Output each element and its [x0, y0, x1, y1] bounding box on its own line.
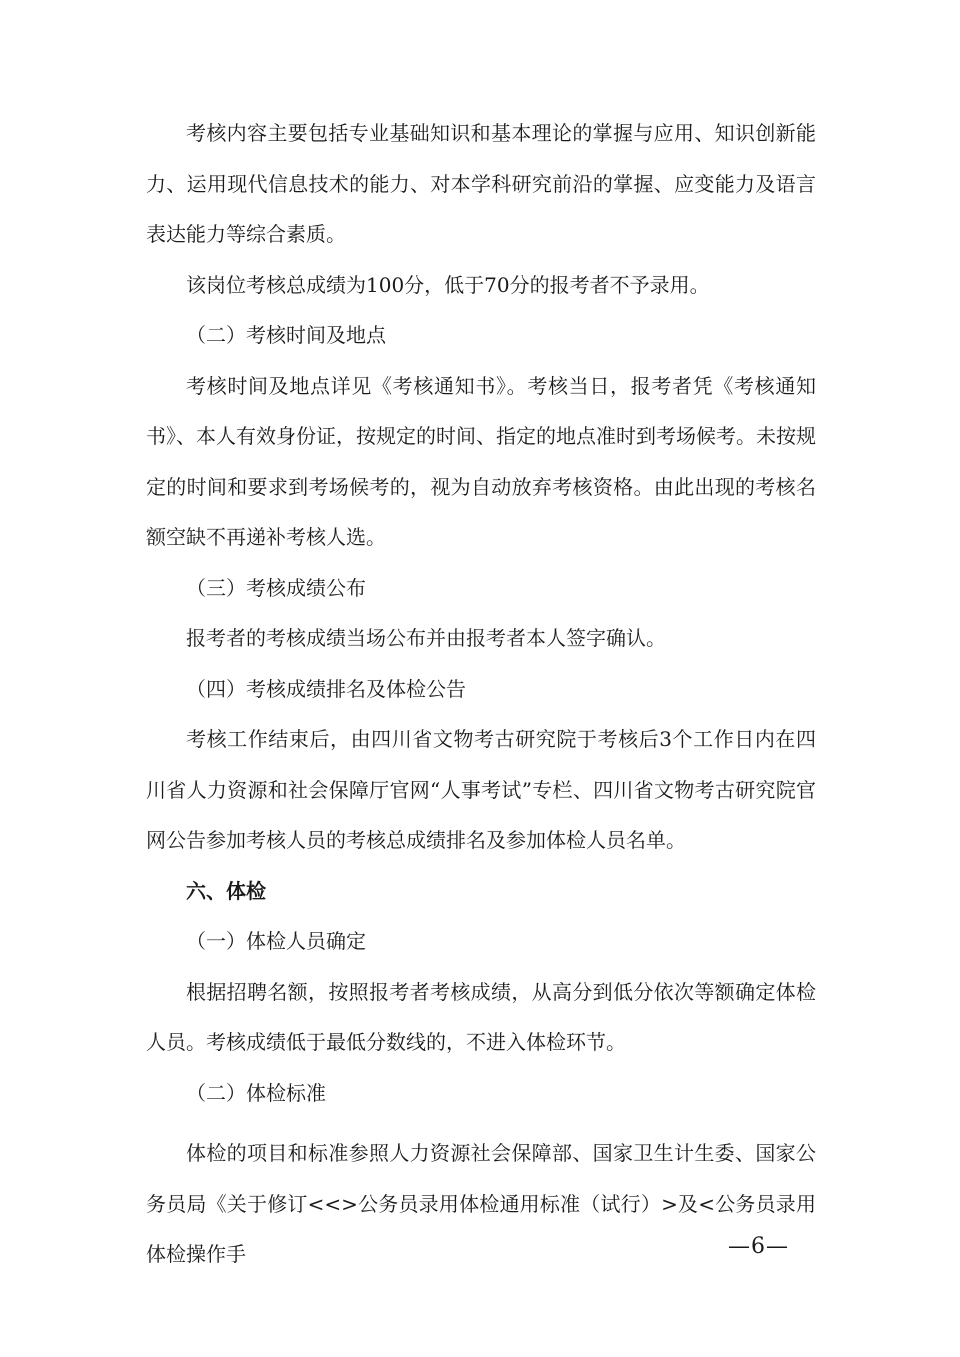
paragraph-total-score: 该岗位考核总成绩为100分，低于70分的报考者不予录用。: [186, 272, 710, 297]
subheading-exam-candidates: （一）体检人员确定: [186, 929, 366, 953]
paragraph-exam-candidates: 根据招聘名额，按照报考者考核成绩，从高分到低分依次等额确定体检人员。考核成绩低于最低分数线的，不进入体检环节。: [146, 979, 816, 1054]
subheading-exam-standards: （二）体检标准: [186, 1080, 326, 1105]
paragraph-score-announcement: 报考者的考核成绩当场公布并由报考者本人签字确认。: [186, 626, 666, 650]
page-number: —6—: [728, 1234, 789, 1259]
document-body: [146, 108, 816, 1280]
paragraph-assessment-content: 考核内容主要包括专业基础知识和基本理论的掌握与应用、知识创新能力、运用现代信息技术的能力、对本学科研究前沿的掌握、应变能力及语言表达能力等综合素质。: [146, 121, 816, 246]
section-heading-medical-exam: 六、体检: [186, 878, 266, 903]
subheading-time-and-place: （二）考核时间及地点: [186, 323, 386, 347]
subheading-ranking-and-exam-notice: （四）考核成绩排名及体检公告: [186, 676, 466, 701]
paragraph-time-and-place: 考核时间及地点详见《考核通知书》。考核当日，报考者凭《考核通知书》、本人有效身份证，按规定的时间、指定的地点准时到考场候考。未按规定的时间和要求到考场候考的，视为自动放弃考核资格。由此出现的考核名额空缺不再递补考核人选。: [146, 373, 816, 549]
paragraph-exam-standards: 体检的项目和标准参照人力资源社会保障部、国家卫生计生委、国家公务员局《关于修订<<>公务员录用体检通用标准（试行）>及<公务员录用体检操作手: [146, 1141, 816, 1266]
paragraph-ranking-and-exam-notice: 考核工作结束后，由四川省文物考古研究院于考核后3个工作日内在四川省人力资源和社会保障厅官网“人事考试”专栏、四川省文物考古研究院官网公告参加考核人员的考核总成绩排名及参加体检人员名单。: [146, 727, 816, 852]
subheading-score-announcement: （三）考核成绩公布: [186, 575, 366, 600]
